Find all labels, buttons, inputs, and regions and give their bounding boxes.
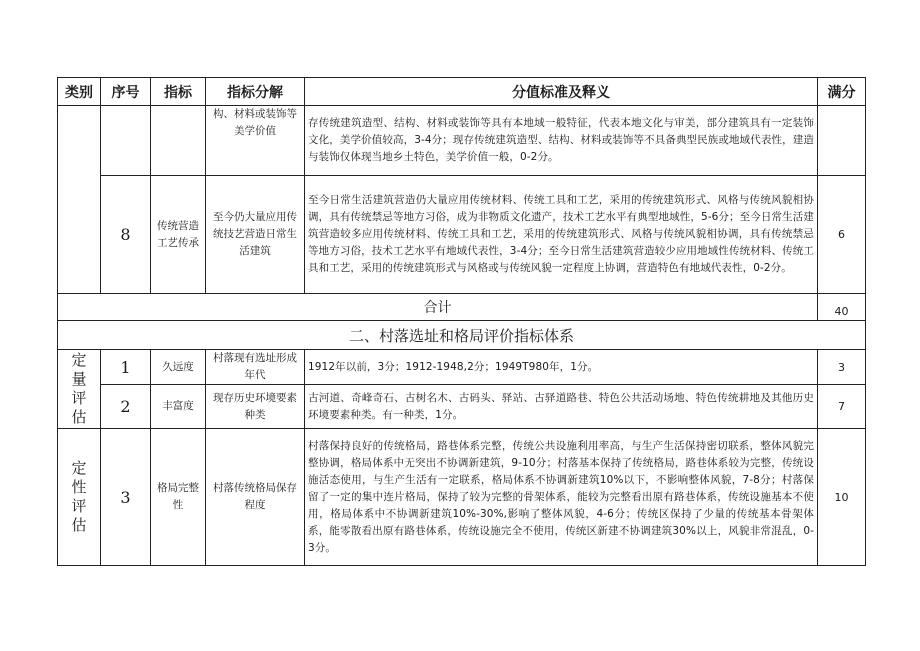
table-row [58, 176, 866, 294]
section-title: 二、村落选址和格局评价指标体系 [58, 321, 866, 350]
decomposition-cell: 村落现有选址形成年代 [206, 350, 305, 385]
seq-cell: 1 [101, 350, 151, 385]
category-cell-empty [58, 106, 101, 294]
full-score-cell [818, 106, 866, 176]
table-row [58, 385, 866, 429]
header-full-score: 满分 [818, 78, 866, 106]
indicator-cell: 丰富度 [151, 385, 206, 429]
decomposition-cell: 村落传统格局保存程度 [206, 429, 305, 566]
header-decomposition: 指标分解 [206, 78, 305, 106]
decomposition-cell: 构、材料或装饰等美学价值 [206, 106, 305, 176]
header-category: 类别 [58, 78, 101, 106]
total-value: 40 [818, 294, 866, 321]
category-quantitative: 定 量 评 估 [58, 350, 101, 429]
header-seq: 序号 [101, 78, 151, 106]
full-score-cell: 7 [818, 385, 866, 429]
indicator-cell: 格局完整性 [151, 429, 206, 566]
criteria-cell: 存传统建筑造型、结构、材料或装饰等具有本地域一般特征，代表本地文化与审美，部分建筑具有一定装饰文化，美学价值较高，3-4分；现存传统建筑造型、结构、材料或装饰等不具备典型民族或地域代表性，建造与装饰仅体现当地乡土特色，美学价值一般，0-2分。 [305, 106, 818, 176]
seq-cell: 2 [101, 385, 151, 429]
seq-cell: 8 [101, 176, 151, 294]
total-label: 合计 [58, 294, 818, 321]
criteria-cell: 1912年以前，3分；1912-1948,2分；1949T980年，1分。 [305, 350, 818, 385]
criteria-cell: 村落保持良好的传统格局，路巷体系完整，传统公共设施利用率高，与生产生活保持密切联系，整体风貌完整协调，格局体系中无突出不协调新建筑，9-10分；村落基本保持了传统格局，路巷体系较为完整，传统设施活态使用，与生产生活有一定联系，格局体系不协调新建筑10%以下，不影响整体风貌，7-8分；村落保留了一定的集中连片格局，保持了较为完整的骨架体系，能较为完整看出原有路巷体系，传统设施基本不使用，格局体系中不协调新建筑10%-30%,影响了整体风貌，4-6分；传统区保持了少量的传统基本骨架体系，能零散看出原有路巷体系，传统设施完全不使用，传统区新建不协调建筑30%以上，风貌非常混乱，0-3分。 [305, 429, 818, 566]
total-row [58, 294, 866, 321]
table-row [58, 350, 866, 385]
indicator-cell: 久远度 [151, 350, 206, 385]
decomposition-cell: 至今仍大量应用传统技艺营造日常生活建筑 [206, 176, 305, 294]
indicator-cell: 传统营造工艺传承 [151, 176, 206, 294]
full-score-cell: 10 [818, 429, 866, 566]
seq-cell [101, 106, 151, 176]
seq-cell: 3 [101, 429, 151, 566]
header-indicator: 指标 [151, 78, 206, 106]
section-title-row [58, 321, 866, 350]
criteria-cell: 至今日常生活建筑营造仍大量应用传统材料、传统工具和工艺，采用的传统建筑形式、风格与传统风貌相协调，具有传统禁忌等地方习俗，成为非物质文化遗产，技术工艺水平有典型地域性，5-6分；至今日常生活建筑营造较多应用传统材料、传统工具和工艺，采用的传统建筑形式、风格与传统风貌相协调，具有传统禁忌等地方习俗，技术工艺水平有地域代表性，3-4分；至今日常生活建筑营造较少应用地域性传统材料、传统工具和工艺，采用的传统建筑形式与风格或与传统风貌一定程度上协调，营造特色有地域代表性，0-2分。 [305, 176, 818, 294]
table-row [58, 106, 866, 176]
full-score-cell: 3 [818, 350, 866, 385]
decomposition-cell: 现存历史环境要素种类 [206, 385, 305, 429]
indicator-cell [151, 106, 206, 176]
header-row [58, 78, 866, 106]
header-criteria: 分值标准及释义 [305, 78, 818, 106]
criteria-cell: 古河道、奇峰奇石、古树名木、古码头、驿站、古驿道路巷、特色公共活动场地、特色传统耕地及其他历史环境要素种类。有一种类，1分。 [305, 385, 818, 429]
full-score-cell: 6 [818, 176, 866, 294]
evaluation-table [57, 77, 866, 566]
table-row [58, 429, 866, 566]
category-qualitative: 定 性 评 估 [58, 429, 101, 566]
